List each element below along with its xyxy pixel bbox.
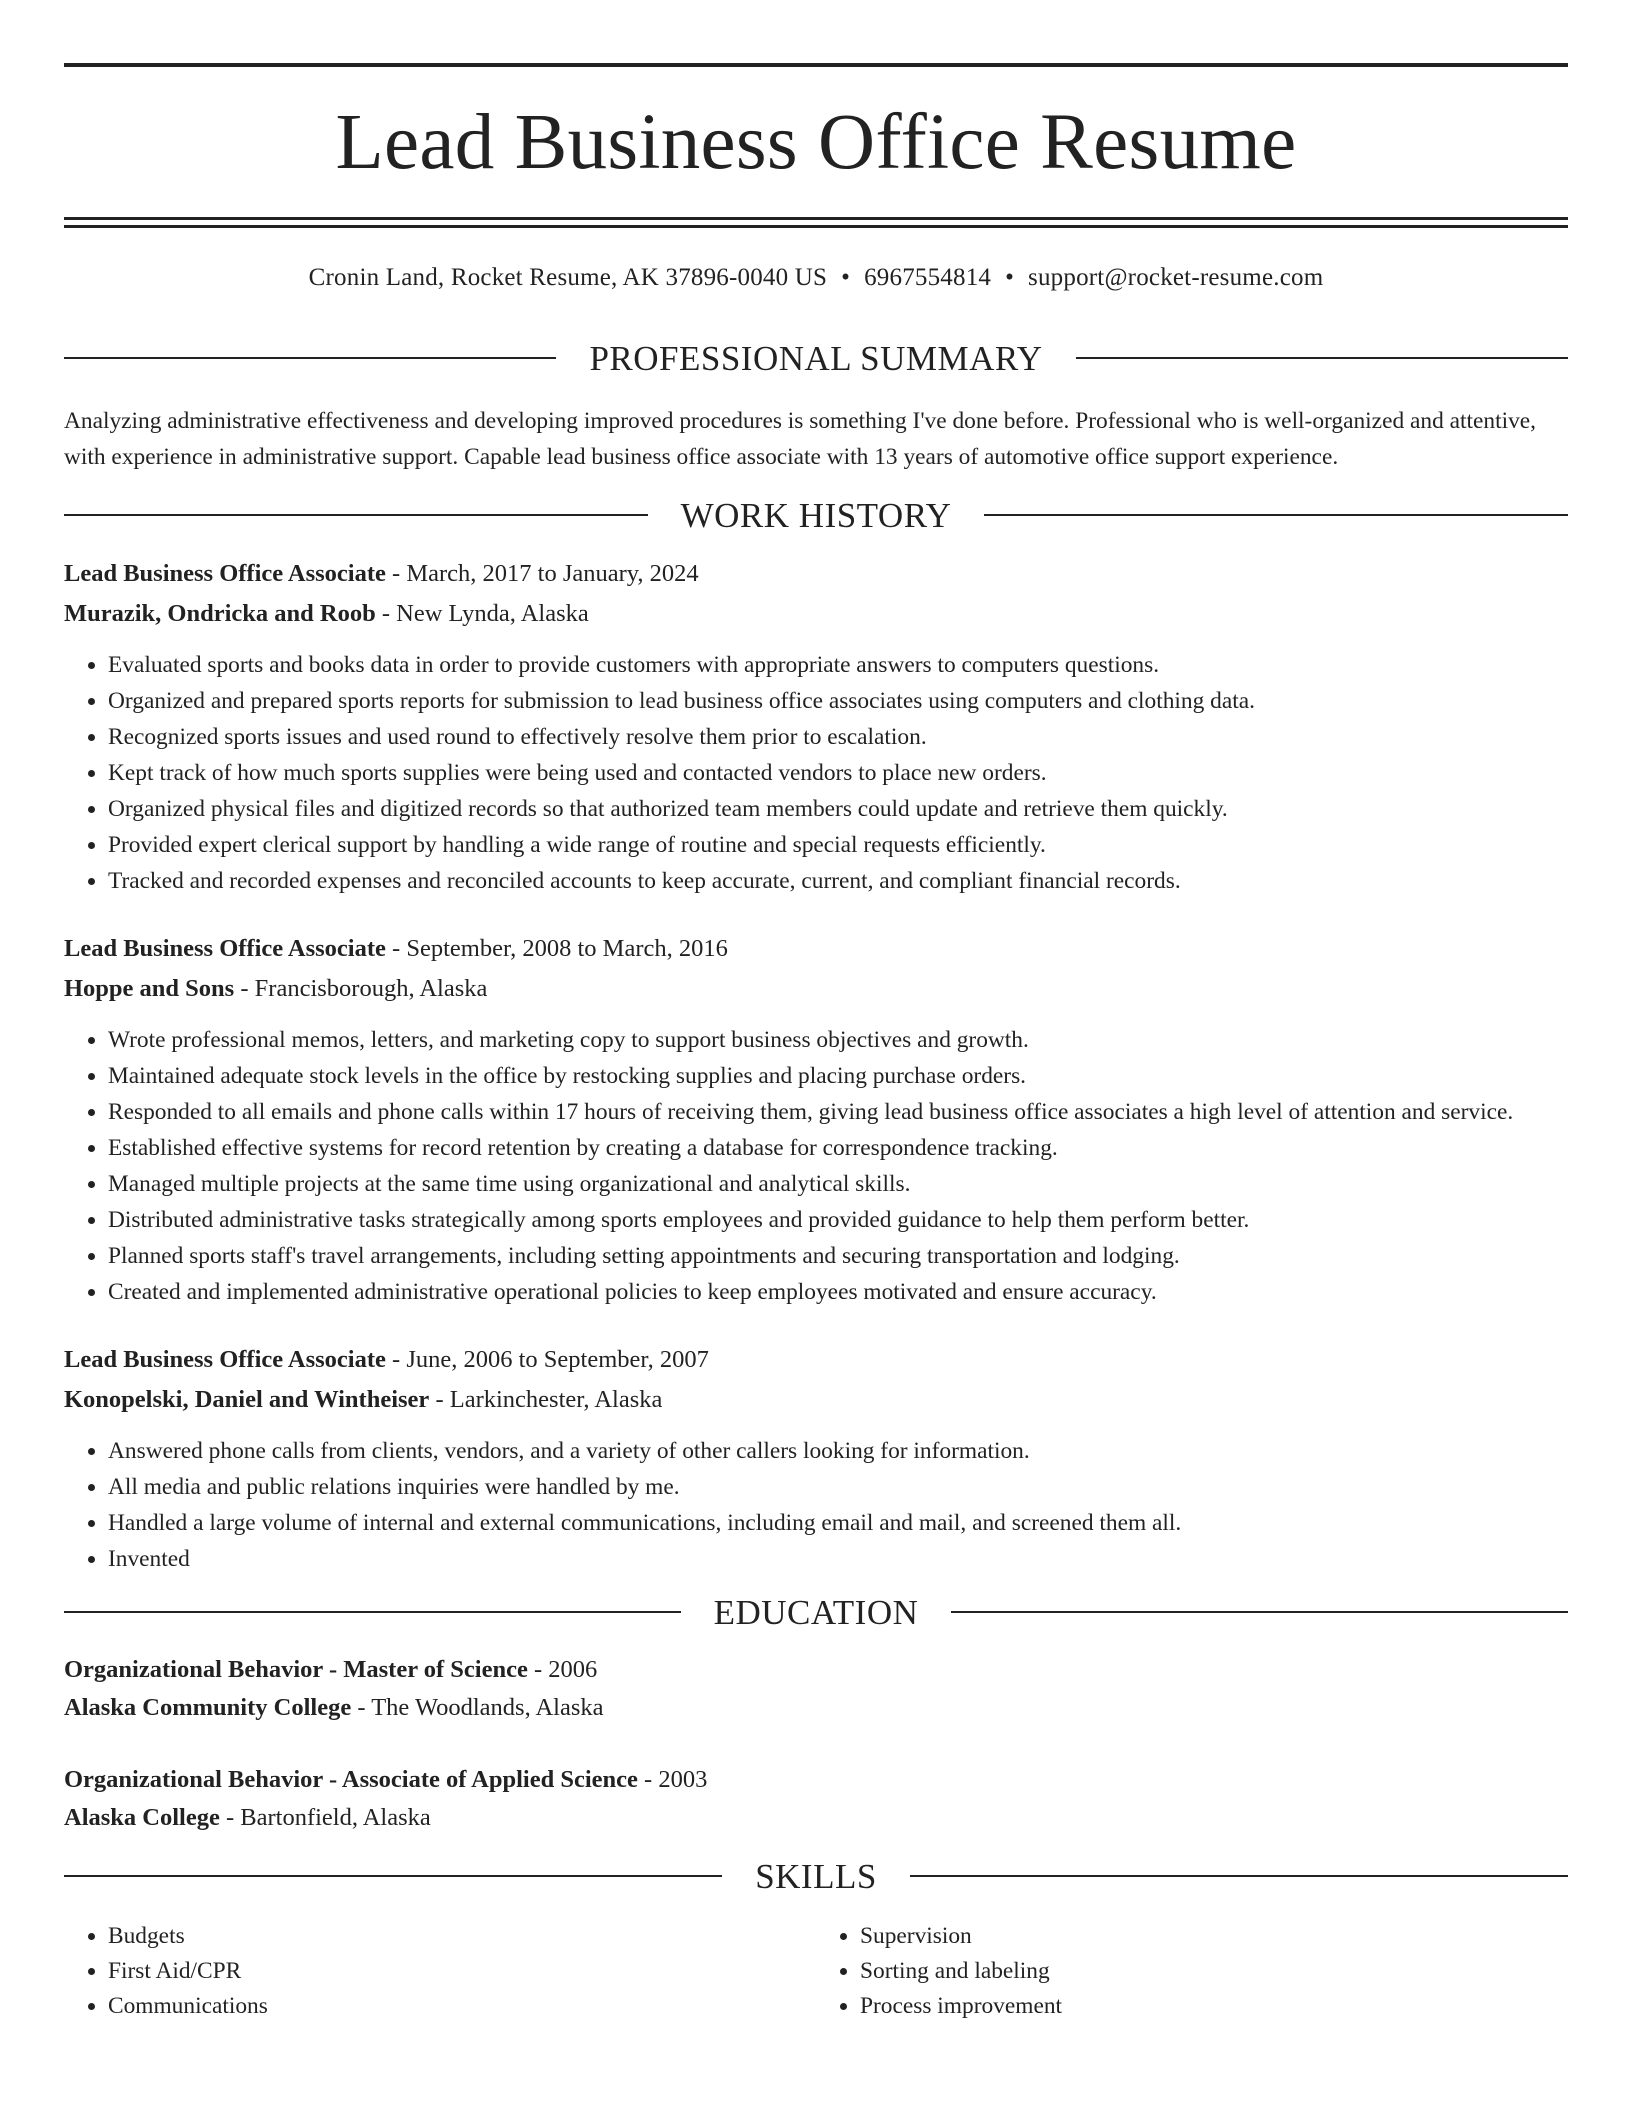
job-company: Konopelski, Daniel and Wintheiser (64, 1386, 430, 1413)
skill-item: • Process improvement (860, 1989, 1568, 2024)
skill-item: • Budgets (108, 1919, 816, 1954)
heading-rule-left (64, 357, 556, 359)
contact-separator: • (1005, 264, 1015, 291)
list-item: • Kept track of how much sports supplies were being used and contacted vendors to place new orders. (108, 755, 1568, 791)
heading-rule-left (64, 514, 648, 516)
heading-rule-right (984, 514, 1568, 516)
list-item: • Invented (108, 1541, 1568, 1577)
section-heading-work (64, 490, 1568, 540)
section-title-education: EDUCATION (713, 1592, 919, 1632)
list-item: • Established effective systems for record retention by creating a database for correspondence tracking. (108, 1130, 1568, 1166)
list-item: • Provided expert clerical support by handling a wide range of routine and special requests efficiently. (108, 827, 1568, 863)
job-location: New Lynda, Alaska (396, 600, 589, 627)
list-item: • Managed multiple projects at the same time using organizational and analytical skills. (108, 1166, 1568, 1202)
job-dates: September, 2008 to March, 2016 (406, 935, 728, 962)
job-bullets (64, 1433, 1568, 1577)
job-company: Hoppe and Sons (64, 975, 235, 1002)
job-company-line (64, 1380, 1568, 1420)
job-location: Francisborough, Alaska (254, 975, 488, 1002)
skill-item: • Supervision (860, 1919, 1568, 1954)
job-title-line (64, 929, 1568, 969)
list-item: • Distributed administrative tasks strategically among sports employees and provided guidance to help them perform better. (108, 1202, 1568, 1238)
skills-list (64, 1919, 1568, 2024)
heading-rule-right (951, 1611, 1568, 1613)
skills-column-right (816, 1919, 1568, 2024)
job-bullets (64, 647, 1568, 899)
job-entry (64, 1340, 1568, 1577)
job-company-line (64, 969, 1568, 1009)
education-location: The Woodlands, Alaska (371, 1694, 604, 1721)
section-heading-summary (64, 333, 1568, 383)
education-degree-line (64, 1761, 1568, 1799)
heading-rule-left (64, 1611, 681, 1613)
heading-rule-right (1076, 357, 1568, 359)
list-item: • Tracked and recorded expenses and reconciled accounts to keep accurate, current, and compliant financial records. (108, 863, 1568, 899)
education-degree: Organizational Behavior - Associate of Applied Science (64, 1766, 638, 1793)
education-degree: Organizational Behavior - Master of Science (64, 1656, 528, 1683)
heading-rule-right (910, 1875, 1568, 1877)
dash: - (533, 1656, 543, 1683)
heading-rule-left (64, 1875, 722, 1877)
section-heading-education (64, 1587, 1568, 1637)
page-title: Lead Business Office Resume (335, 99, 1297, 186)
dash: - (392, 935, 401, 962)
skill-item: • Communications (108, 1989, 816, 2024)
job-bullets (64, 1022, 1568, 1310)
dash: - (225, 1804, 235, 1831)
education-year: 2006 (548, 1656, 598, 1683)
section-title-work: WORK HISTORY (680, 495, 952, 535)
skill-item: • First Aid/CPR (108, 1954, 816, 1989)
job-title: Lead Business Office Associate (64, 935, 386, 962)
job-title: Lead Business Office Associate (64, 560, 386, 587)
job-location: Larkinchester, Alaska (449, 1386, 663, 1413)
education-school-line (64, 1689, 1568, 1727)
dash: - (435, 1386, 444, 1413)
list-item: • Organized physical files and digitized records so that authorized team members could update and retrieve them quickly. (108, 791, 1568, 827)
education-entry (64, 1761, 1568, 1837)
section-title-skills: SKILLS (755, 1856, 877, 1896)
header-double-rule (64, 217, 1568, 228)
list-item: • Handled a large volume of internal and external communications, including email and mail, and screened them all. (108, 1505, 1568, 1541)
list-item: • Wrote professional memos, letters, and marketing copy to support business objectives and growth. (108, 1022, 1568, 1058)
education-degree-line (64, 1651, 1568, 1689)
job-dates: June, 2006 to September, 2007 (406, 1346, 709, 1373)
skills-column-left (64, 1919, 816, 2024)
contact-email[interactable]: support@rocket-resume.com (1028, 264, 1324, 291)
dash: - (357, 1694, 366, 1721)
list-item: • Responded to all emails and phone calls within 17 hours of receiving them, giving lead business office associates a high level of attention and service. (108, 1094, 1568, 1130)
list-item: • Answered phone calls from clients, vendors, and a variety of other callers looking for information. (108, 1433, 1568, 1469)
job-title-line (64, 1340, 1568, 1380)
job-entry (64, 929, 1568, 1310)
section-title-summary: PROFESSIONAL SUMMARY (589, 338, 1043, 378)
list-item: • Created and implemented administrative operational policies to keep employees motivated and ensure accuracy. (108, 1274, 1568, 1310)
education-year: 2003 (658, 1766, 708, 1793)
section-heading-skills (64, 1851, 1568, 1901)
list-item: • Evaluated sports and books data in order to provide customers with appropriate answers to computers questions. (108, 647, 1568, 683)
job-entry (64, 554, 1568, 899)
list-item: • Organized and prepared sports reports for submission to lead business office associates using computers and clothing data. (108, 683, 1568, 719)
list-item: • Recognized sports issues and used round to effectively resolve them prior to escalation. (108, 719, 1568, 755)
dash: - (240, 975, 249, 1002)
contact-phone: 6967554814 (864, 264, 992, 291)
education-school: Alaska Community College (64, 1694, 352, 1721)
dash: - (644, 1766, 653, 1793)
job-company: Murazik, Ondricka and Roob (64, 600, 376, 627)
list-item: • Maintained adequate stock levels in the office by restocking supplies and placing purchase orders. (108, 1058, 1568, 1094)
job-title-line (64, 554, 1568, 594)
contact-separator: • (841, 264, 851, 291)
dash: - (381, 600, 391, 627)
dash: - (392, 560, 401, 587)
skill-item: • Sorting and labeling (860, 1954, 1568, 1989)
contact-address: Cronin Land, Rocket Resume, AK 37896-0040 US (308, 264, 828, 291)
dash: - (392, 1346, 401, 1373)
list-item: • Planned sports staff's travel arrangements, including setting appointments and securing transportation and lodging. (108, 1238, 1568, 1274)
job-dates: March, 2017 to January, 2024 (406, 560, 699, 587)
job-company-line (64, 594, 1568, 634)
summary-text: Analyzing administrative effectiveness and developing improved procedures is something I've done before. Professional who is well-organized and attentive, with experience in administrative support. Capable lead business office associate with 13 years of automotive office support experience. (64, 408, 1536, 470)
education-school-line (64, 1799, 1568, 1837)
education-location: Bartonfield, Alaska (240, 1804, 431, 1831)
contact-line (64, 264, 1568, 292)
job-title: Lead Business Office Associate (64, 1346, 386, 1373)
education-entry (64, 1651, 1568, 1727)
education-school: Alaska College (64, 1804, 220, 1831)
list-item: • All media and public relations inquiries were handled by me. (108, 1469, 1568, 1505)
